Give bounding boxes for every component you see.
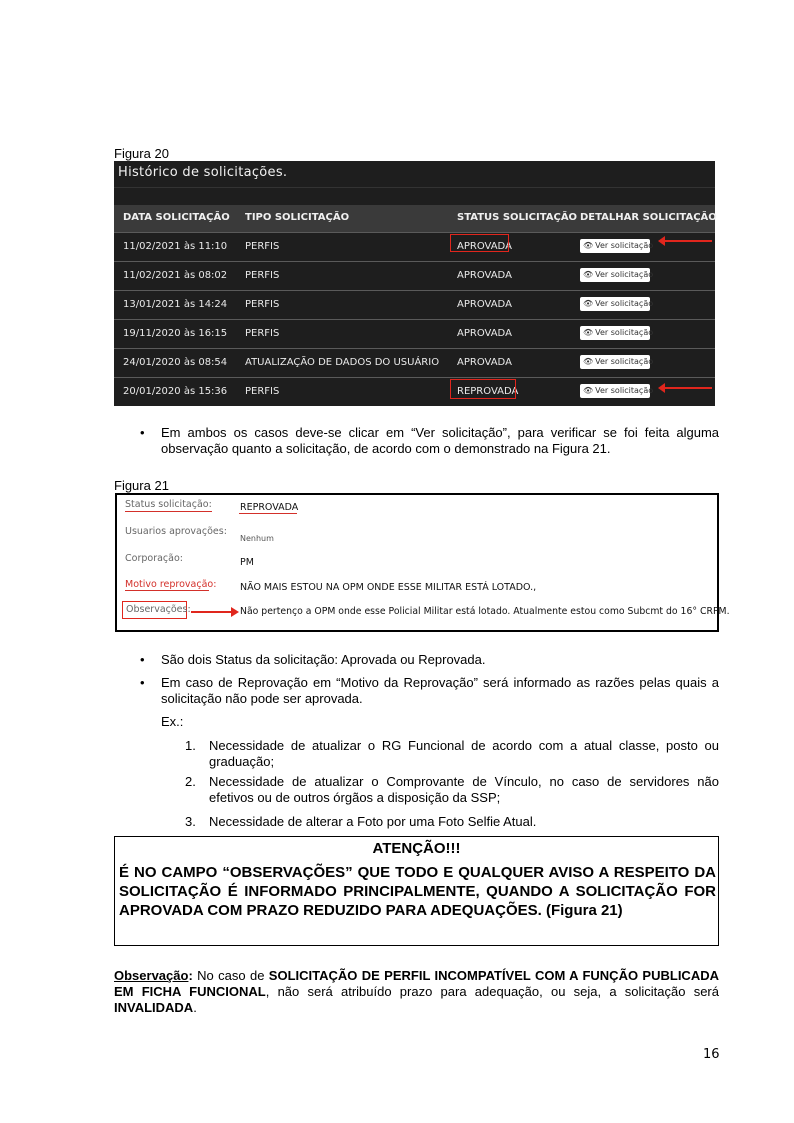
divider — [114, 187, 715, 188]
observation-text-3: . — [193, 1000, 197, 1015]
cell-status: APROVADA — [457, 357, 512, 368]
eye-icon: 👁 — [583, 357, 594, 366]
paragraph-status-types: São dois Status da solicitação: Aprovada ou Reprovada. — [161, 652, 486, 667]
eye-icon: 👁 — [583, 386, 594, 395]
attention-title: ATENÇÃO!!! — [372, 840, 461, 857]
column-header-detail: DETALHAR SOLICITAÇÃO — [580, 212, 717, 223]
list-number: 1. — [185, 738, 196, 753]
observation-text-1: No caso de — [192, 968, 269, 983]
column-header-date: DATA SOLICITAÇÃO — [123, 212, 230, 223]
view-request-label: Ver solicitação — [595, 241, 654, 250]
arrow-left-icon — [664, 240, 712, 242]
field-label-rejection-reason: Motivo reprovação: — [125, 579, 217, 590]
eye-icon: 👁 — [583, 328, 594, 337]
cell-date: 19/11/2020 às 16:15 — [123, 328, 228, 339]
cell-type: PERFIS — [245, 299, 280, 310]
list-number: 3. — [185, 814, 196, 829]
field-value-corporation: PM — [240, 557, 254, 568]
list-item: Necessidade de atualizar o RG Funcional de acordo com a atual classe, posto ou graduação; — [209, 738, 719, 769]
arrow-right-line — [191, 611, 231, 613]
field-label-approvers: Usuarios aprovações: — [125, 526, 227, 537]
table-row — [114, 377, 715, 407]
view-request-label: Ver solicitação — [595, 299, 654, 308]
figure-21-caption: Figura 21 — [114, 478, 169, 493]
request-detail-panel — [115, 493, 730, 632]
field-label-corporation: Corporação: — [125, 553, 183, 564]
underline — [125, 511, 212, 512]
bullet-icon: • — [140, 675, 145, 690]
paragraph-rejection-reason: Em caso de Reprovação em “Motivo da Reprovação” será informado as razões pelas quais a solicitação não pode ser aprovada. — [161, 675, 719, 706]
paragraph-view-request: Em ambos os casos deve-se clicar em “Ver solicitação”, para verificar se foi feita alguma observação quanto a solicitação, de acordo com o demonstrado na Figura 21. — [161, 425, 719, 456]
view-request-label: Ver solicitação — [595, 270, 654, 279]
list-item: Necessidade de atualizar o Comprovante de Vínculo, no caso de servidores não efetivos ou de outros órgãos a disposição da SSP; — [209, 774, 719, 805]
highlight-box-rejected — [450, 379, 519, 399]
cell-status: APROVADA — [457, 328, 512, 339]
view-request-button[interactable] — [580, 239, 654, 253]
eye-icon: 👁 — [583, 241, 594, 250]
arrow-left-icon — [664, 387, 712, 389]
view-request-label: Ver solicitação — [595, 357, 654, 366]
table-row — [114, 290, 715, 320]
eye-icon: 👁 — [583, 299, 594, 308]
view-request-label: Ver solicitação — [595, 328, 654, 337]
cell-date: 20/01/2020 às 15:36 — [123, 386, 228, 397]
cell-date: 13/01/2021 às 14:24 — [123, 299, 228, 310]
bullet-icon: • — [140, 425, 145, 440]
cell-type: PERFIS — [245, 270, 280, 281]
cell-type: PERFIS — [245, 386, 280, 397]
cell-date: 11/02/2021 às 11:10 — [123, 241, 228, 252]
view-request-button[interactable] — [580, 384, 654, 398]
cell-date: 24/01/2020 às 08:54 — [123, 357, 228, 368]
highlight-box-approved — [450, 234, 509, 252]
request-history-panel — [114, 161, 715, 406]
example-label: Ex.: — [161, 714, 184, 729]
cell-status: APROVADA — [457, 241, 512, 252]
page-number: 16 — [703, 1047, 720, 1062]
cell-type: ATUALIZAÇÃO DE DADOS DO USUÁRIO — [245, 357, 440, 368]
eye-icon: 👁 — [583, 270, 594, 279]
field-value-status: REPROVADA — [240, 502, 299, 513]
cell-date: 11/02/2021 às 08:02 — [123, 270, 228, 281]
observation-label: Observação — [114, 968, 189, 983]
column-header-status: STATUS SOLICITAÇÃO — [457, 212, 578, 223]
observation-bold-2: INVALIDADA — [114, 1000, 194, 1015]
observation-paragraph — [114, 968, 719, 1016]
panel-title: Histórico de solicitações. — [118, 165, 288, 180]
view-request-button[interactable] — [580, 268, 654, 282]
cell-status: APROVADA — [457, 299, 512, 310]
field-value-approvers: Nenhum — [240, 534, 274, 543]
field-value-observations: Não pertenço a OPM onde esse Policial Militar está lotado. Atualmente estou como Subcmt do 16° CRPM. — [240, 606, 730, 617]
table-row — [114, 348, 715, 378]
observation-colon: : — [188, 968, 193, 983]
table-row — [114, 319, 715, 349]
cell-type: PERFIS — [245, 241, 280, 252]
table-row — [114, 232, 715, 262]
view-request-label: Ver solicitação — [595, 386, 654, 395]
cell-type: PERFIS — [245, 328, 280, 339]
field-label-status: Status solicitação: — [125, 499, 212, 510]
figure-20-caption: Figura 20 — [114, 146, 169, 161]
cell-status: REPROVADA — [457, 386, 519, 397]
list-number: 2. — [185, 774, 196, 789]
cell-status: APROVADA — [457, 270, 512, 281]
table-row — [114, 261, 715, 291]
attention-box — [114, 836, 719, 946]
observation-bold-1: SOLICITAÇÃO DE PERFIL INCOMPATÍVEL COM A FUNÇÃO PUBLICADA EM FICHA FUNCIONAL — [114, 968, 719, 999]
view-request-button[interactable] — [580, 326, 654, 340]
view-request-button[interactable] — [580, 297, 654, 311]
underline — [125, 590, 209, 591]
column-header-type: TIPO SOLICITAÇÃO — [245, 212, 350, 223]
table-header — [114, 205, 715, 232]
underline — [239, 513, 297, 514]
arrow-right-icon — [231, 607, 239, 617]
field-value-rejection-reason: NÃO MAIS ESTOU NA OPM ONDE ESSE MILITAR ESTÁ LOTADO., — [240, 582, 537, 593]
bullet-icon: • — [140, 652, 145, 667]
list-item: Necessidade de alterar a Foto por uma Foto Selfie Atual. — [209, 814, 537, 829]
observation-text-2: , não será atribuído prazo para adequação, ou seja, a solicitação será — [265, 984, 719, 999]
field-label-observations: Observações: — [126, 604, 191, 615]
view-request-button[interactable] — [580, 355, 654, 369]
attention-body: É NO CAMPO “OBSERVAÇÕES” QUE TODO E QUALQUER AVISO A RESPEITO DA SOLICITAÇÃO É INFORMADO PRINCIPALMENTE, QUANDO A SOLICITAÇÃO FOR APROVADA COM PRAZO REDUZIDO PARA ADEQUAÇÕES. (Figura 21) — [119, 864, 716, 919]
